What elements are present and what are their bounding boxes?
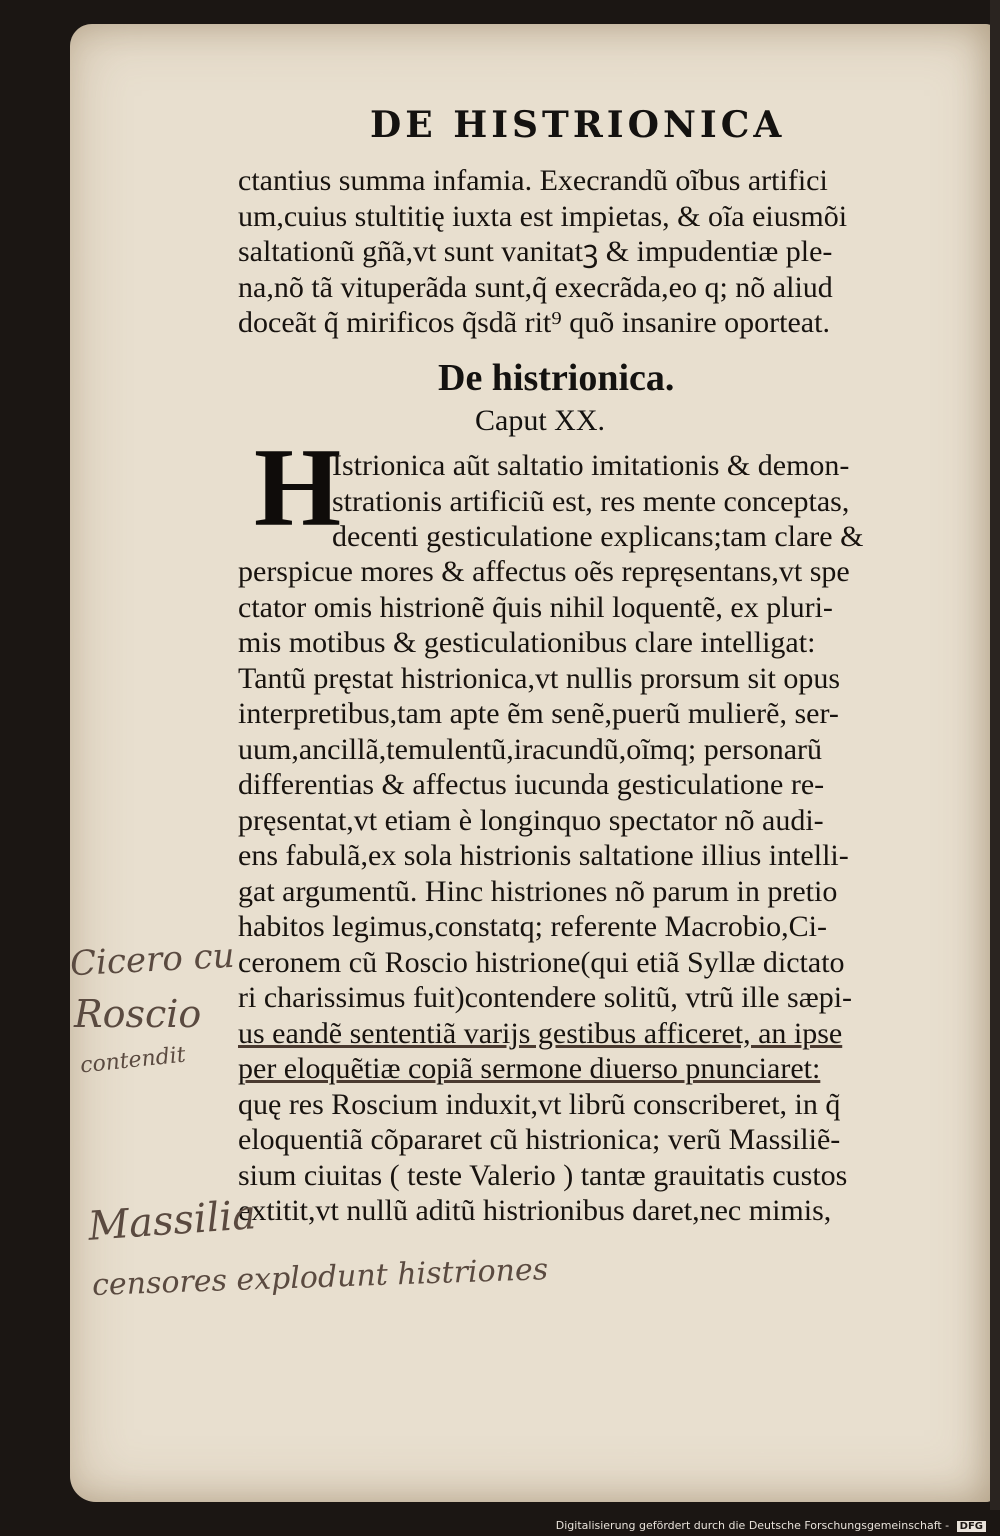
marginal-note: Cicero cu (69, 935, 236, 985)
text-line: ctator omis histrionẽ q̃uis nihil loquentẽ, ex pluri- (238, 590, 833, 624)
text-line: na,nõ tã vituperãda sunt,q̃ execrãda,eo q; nõ aliud (238, 270, 833, 304)
text-line: saltationũ gñ̃a,vt sunt vanitatꝫ & impudentiæ ple- (238, 235, 833, 268)
text-line: Istrionica aũt saltatio imitationis & demon- (332, 449, 850, 482)
text-line: ceronem cũ Roscio histrione(qui etiã Syllæ dictato (238, 945, 845, 979)
text-line: perspicue mores & affectus oẽs repręsentans,vt spe (238, 555, 850, 588)
dfg-logo: DFG (957, 1521, 986, 1532)
text-line: interpretibus,tam apte ẽm senẽ,puerũ mulierẽ, ser- (238, 697, 839, 730)
text-line: Tantũ pręstat histrionica,vt nullis prorsum sit opus (238, 661, 841, 695)
text-line: doceãt q̃ mirificos q̃sdã rit⁹ quõ insanire oporteat. (238, 306, 830, 339)
credit-text: Digitalisierung gefördert durch die Deutsche Forschungsgemeinschaft - (555, 1519, 950, 1532)
text-line: gat argumentũ. Hinc histriones nõ parum in pretio (238, 874, 838, 908)
drop-cap: H (254, 426, 342, 550)
marginal-note: Roscio (74, 992, 202, 1036)
text-line: strationis artificiũ est, res mente conceptas, (332, 484, 850, 518)
text-line-underlined: per eloquẽtiæ copiã sermone diuerso pnunciaret: (238, 1052, 821, 1085)
text-line: extitit,vt nullũ aditũ histrionibus daret,nec mimis, (238, 1194, 832, 1227)
digitization-credit (556, 1519, 986, 1532)
text-line: quę res Roscium induxit,vt librũ conscriberet, in q̃ (238, 1087, 841, 1121)
section-title: De histrionica. (438, 357, 675, 399)
running-head: DE HISTRIONICA (370, 104, 786, 146)
text-line: sium ciuitas ( teste Valerio ) tantæ grauitatis custos (238, 1158, 848, 1192)
text-line: habitos legimus,constatq; referente Macrobio,Ci- (238, 910, 827, 943)
text-block-main (238, 554, 928, 1229)
text-line: um,cuius stultitię iuxta est impietas, & oĩa eiusmõi (238, 199, 848, 233)
text-line: ri charissimus fuit)contendere solitũ, vtrũ ille sæpi- (238, 981, 853, 1014)
text-block-cap (332, 448, 932, 555)
text-line: mis motibus & gesticulationibus clare intelligat: (238, 626, 816, 659)
text-line-underlined: us eandẽ sententiã varijs gestibus afficeret, an ipse (238, 1016, 843, 1050)
text-line: pręsentat,vt etiam è longinquo spectator nõ audi- (238, 803, 824, 837)
chapter-heading: Caput XX. (475, 404, 605, 437)
marginal-note: Massilia (86, 1192, 258, 1250)
text-line: eloquentiã cõpararet cũ histrionica; verũ Massiliẽ- (238, 1123, 841, 1156)
text-block-top (238, 163, 928, 341)
text-line: decenti gesticulatione explicans;tam clare & (332, 520, 864, 553)
marginal-note: censores explodunt histriones (91, 1252, 549, 1303)
text-line: differentias & affectus iucunda gesticulatione re- (238, 768, 825, 801)
text-line: uum,ancillã,temulentũ,iracundũ,oĩmq; personarũ (238, 732, 823, 766)
text-line: ens fabulã,ex sola histrionis saltatione illius intelli- (238, 839, 849, 872)
marginal-note: contendit (78, 1042, 187, 1079)
scan-edge (990, 0, 1000, 1510)
text-line: ctantius summa infamia. Execrandũ oĩbus artifici (238, 164, 828, 197)
